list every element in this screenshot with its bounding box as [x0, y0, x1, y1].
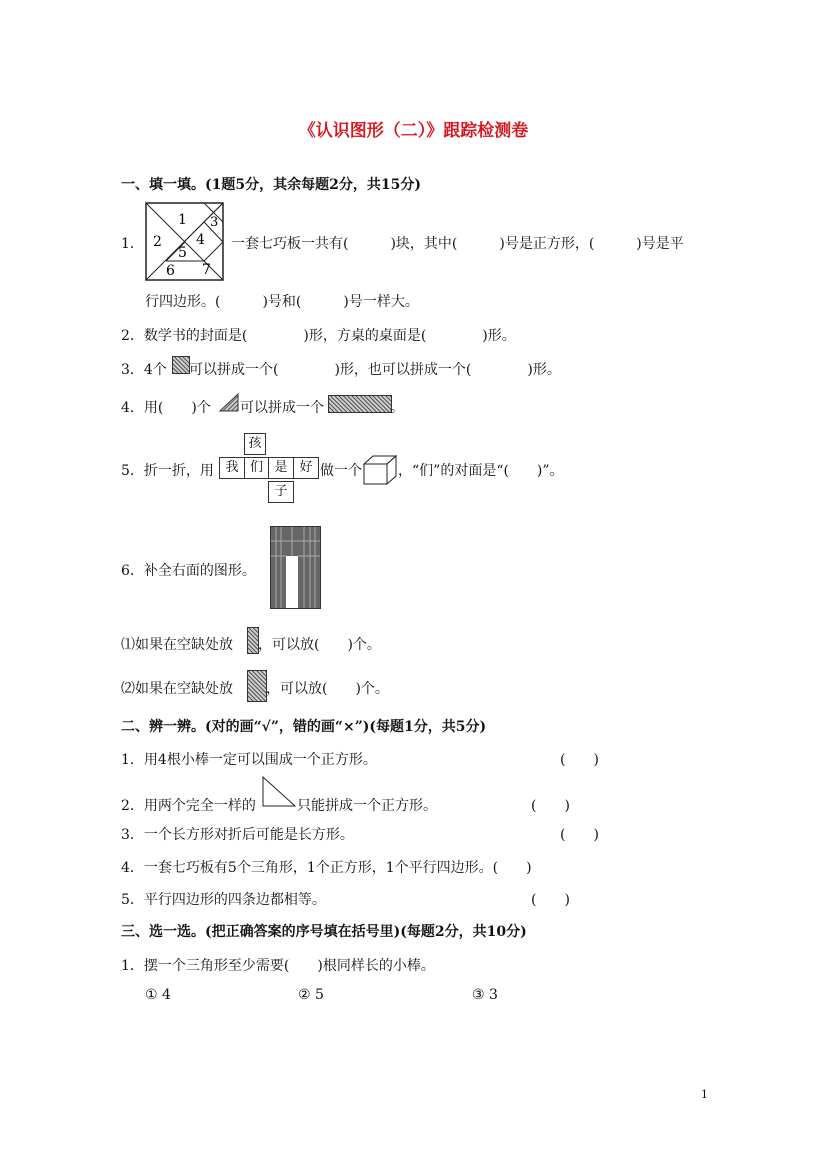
section-3-heading: 三、选一选。(把正确答案的序号填在括号里)(每题2分，共10分)	[121, 924, 527, 940]
net-cell-c2: 是	[268, 457, 294, 479]
q6-2-text-b: ，可以放( )个。	[266, 681, 389, 697]
q6-1-text-a: ⑴如果在空缺处放	[121, 637, 233, 653]
q6-text: 6．补全右面的图形。	[121, 563, 256, 579]
net-cell-top: 孩	[244, 433, 266, 455]
q5-text-c: ，“们”的对面是“( )”。	[398, 463, 564, 479]
s3-q1-option-3: ③ 3	[472, 987, 498, 1003]
s2-q5-text: 5．平行四边形的四条边都相等。	[121, 892, 326, 908]
net-cell-left: 我	[219, 457, 245, 479]
page-title: 《认识图形（二）》跟踪检测卷	[298, 121, 529, 141]
q4-text-a: 4．用( )个	[121, 400, 211, 416]
s3-q1-option-1: ① 4	[145, 987, 171, 1003]
long-rectangle-icon	[328, 395, 392, 413]
s2-q1-text: 1．用4根小棒一定可以围成一个正方形。	[121, 752, 377, 768]
net-cell-c1: 们	[244, 457, 269, 479]
q4-text-b: 可以拼成一个	[240, 400, 324, 416]
tangram-label-6: 6	[166, 263, 175, 279]
tangram-figure	[145, 202, 225, 282]
s2-q2-paren: ( )	[531, 798, 570, 814]
wide-strip-icon	[247, 670, 267, 702]
q3-text-b: 可以拼成一个( )形，也可以拼成一个( )形。	[189, 362, 561, 378]
section-2-heading: 二、辨一辨。(对的画“√”，错的画“×”)(每题1分，共5分)	[121, 719, 487, 735]
net-cell-c3: 好	[293, 457, 319, 479]
q6-2-text-a: ⑵如果在空缺处放	[121, 681, 233, 697]
q4-text-c: 。	[390, 400, 404, 416]
small-square-icon	[172, 356, 190, 374]
q3-text-a: 3．4个	[121, 362, 167, 378]
tangram-label-2: 2	[153, 234, 162, 250]
q1-number: 1．	[121, 236, 144, 252]
right-triangle-icon	[262, 776, 296, 807]
s2-q3-paren: ( )	[560, 827, 599, 843]
tangram-label-5: 5	[178, 245, 187, 261]
q5-text-b: 做一个	[320, 463, 362, 479]
small-triangle-icon	[219, 393, 239, 412]
net-cell-bottom: 子	[268, 481, 294, 503]
tangram-label-7: 7	[202, 262, 211, 278]
cube-net	[219, 433, 319, 505]
s2-q4-text: 4．一套七巧板有5个三角形，1个正方形，1个平行四边形。( )	[121, 860, 532, 876]
cube-icon	[363, 455, 397, 485]
page-number: 1	[701, 1088, 708, 1101]
q6-1-text-b: ，可以放( )个。	[258, 637, 381, 653]
tangram-label-4: 4	[196, 232, 205, 248]
q5-text-a: 5．折一折，用	[121, 463, 214, 479]
tangram-label-1: 1	[178, 212, 187, 228]
s2-q3-text: 3．一个长方形对折后可能是长方形。	[121, 827, 354, 843]
tangram-label-3: 3	[210, 215, 219, 230]
s2-q2-text-a: 2．用两个完全一样的	[121, 798, 256, 814]
s2-q2-text-b: 只能拼成一个正方形。	[297, 798, 437, 814]
s2-q1-paren: ( )	[560, 752, 599, 768]
grid-figure	[270, 526, 321, 609]
s3-q1-text: 1．摆一个三角形至少需要( )根同样长的小棒。	[121, 958, 435, 974]
q2-text: 2．数学书的封面是( )形，方桌的桌面是( )形。	[121, 328, 516, 344]
s3-q1-option-2: ② 5	[298, 987, 324, 1003]
q1-line2: 行四边形。( )号和( )号一样大。	[145, 294, 419, 310]
s2-q5-paren: ( )	[531, 892, 570, 908]
q1-line1: 一套七巧板一共有( )块，其中( )号是正方形，( )号是平	[231, 236, 684, 252]
section-1-heading: 一、填一填。(1题5分，其余每题2分，共15分)	[121, 177, 421, 193]
